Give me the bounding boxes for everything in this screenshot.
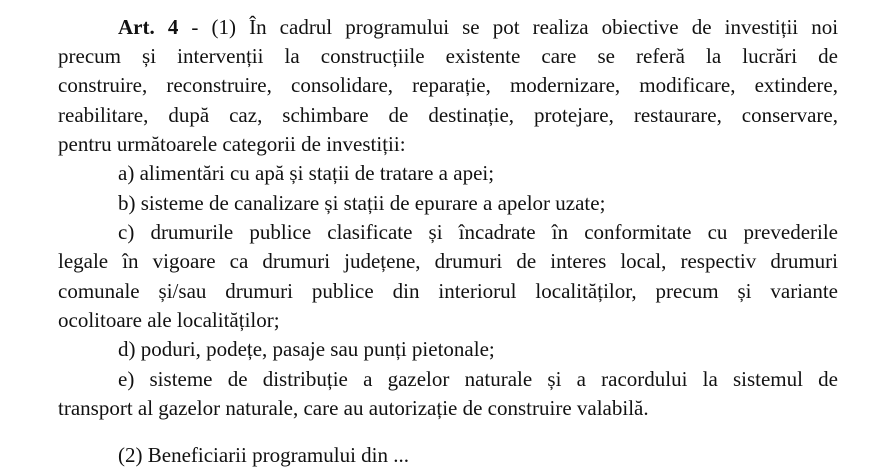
article-intro-line-5: pentru următoarele categorii de investiții: xyxy=(58,132,406,156)
list-item-c-line-2: legale în vigoare ca drumuri județene, drumuri de interes local, respectiv drumuri xyxy=(58,249,838,273)
list-item-e-line-2: transport al gazelor naturale, care au autorizație de construire valabilă. xyxy=(58,396,649,420)
article-intro-line-4: reabilitare, după caz, schimbare de destinație, protejare, restaurare, conservare, xyxy=(58,103,838,127)
article-intro-line-1: În cadrul programului se pot realiza obiective de investiții noi xyxy=(249,15,839,39)
list-item-e-line-1: e) sisteme de distribuție a gazelor naturale și a racordului la sistemul de xyxy=(118,367,838,391)
next-paragraph-cut-line: (2) Beneficiarii programului din ... xyxy=(118,443,409,467)
list-item-c-line-1: c) drumurile publice clasificate și încadrate în conformitate cu prevederile xyxy=(118,220,838,244)
list-item-c-line-4: ocolitoare ale localităților; xyxy=(58,308,280,332)
article-paragraph-number: - (1) xyxy=(191,15,236,39)
article-first-line xyxy=(118,12,838,42)
list-item-a: a) alimentări cu apă și stații de tratare a apei; xyxy=(118,161,495,185)
list-item-c-line-3: comunale și/sau drumuri publice din interiorul localităților, precum și variante xyxy=(58,279,838,303)
list-item-b: b) sisteme de canalizare și stații de epurare a apelor uzate; xyxy=(118,191,606,215)
article-intro-line-3: construire, reconstruire, consolidare, reparație, modernizare, modificare, extindere, xyxy=(58,73,838,97)
list-item-d: d) poduri, podețe, pasaje sau punți pietonale; xyxy=(118,337,495,361)
article-label: Art. 4 xyxy=(118,15,179,39)
article-intro-line-2: precum și intervenții la construcțiile existente care se referă la lucrări de xyxy=(58,44,838,68)
